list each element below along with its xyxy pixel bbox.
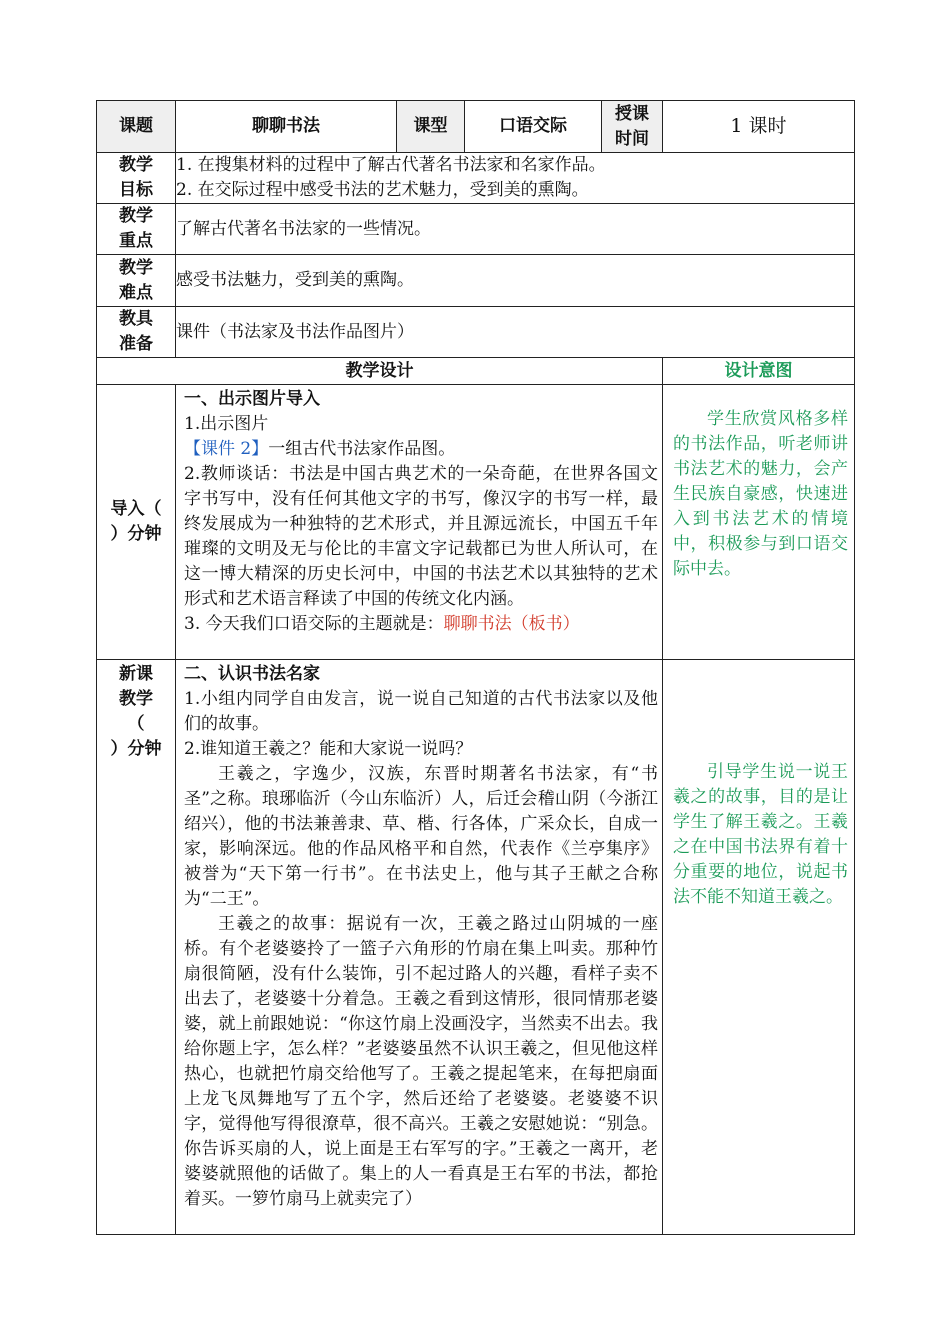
intro-label-line2: ）分钟 bbox=[110, 524, 162, 544]
newlesson-para1: 王羲之，字逸少，汉族，东晋时期著名书法家，有“书圣”之称。琅琊临沂（今山东临沂）人，后迁会稽山阴（今浙江绍兴），他的书法兼善隶、草、楷、行各体，广采众长，自成一家，影响深远。他的作品风格平和自然，代表作《兰亭集序》被誉为“天下第一行书”。在书法史上，他与其子王献之合称为“二王”。 bbox=[184, 764, 658, 909]
intro-line1: 1.出示图片 bbox=[184, 414, 269, 434]
goals-text bbox=[176, 153, 855, 204]
goals-label bbox=[97, 153, 176, 204]
newlesson-line1: 1.小组内同学自由发言，说一说自己知道的古代书法家以及他们的故事。 bbox=[184, 689, 658, 734]
goal-item: 1. 在搜集材料的过程中了解古代著名书法家和名家作品。 bbox=[176, 155, 606, 175]
newlesson-para2: 王羲之的故事：据说有一次，王羲之路过山阴城的一座桥。有个老婆婆拎了一篮子六角形的竹扇在集上叫卖。那种竹扇很简陋，没有什么装饰，引不起过路人的兴趣，看样子卖不出去了，老婆婆十分着急。王羲之看到这情形，很同情那老婆婆，就上前跟她说：“你这竹扇上没画没字，当然卖不出去。我给你题上字，怎么样？”老婆婆虽然不认识王羲之，但见他这样热心，也就把竹扇交给他写了。王羲之提起笔来，在每把扇面上龙飞凤舞地写了五个字，然后还给了老婆婆。老婆婆不识字，觉得他写得很潦草，很不高兴。王羲之安慰她说：“别急。你告诉买扇的人，说上面是王右军写的字。”王羲之一离开，老婆婆就照他的话做了。集上的人一看真是王右军的书法，都抢着买。一箩竹扇马上就卖完了） bbox=[184, 914, 658, 1209]
goals-label-line2: 目标 bbox=[119, 180, 153, 200]
topic-label: 课题 bbox=[97, 101, 176, 153]
header-row bbox=[97, 101, 855, 153]
tools-label bbox=[97, 307, 176, 358]
intro-courseware bbox=[184, 437, 658, 462]
tools-label-line2: 准备 bbox=[119, 334, 153, 354]
newlesson-label-line4: ）分钟 bbox=[110, 739, 162, 759]
time-label-line2: 时间 bbox=[615, 128, 649, 149]
intro-label bbox=[97, 385, 176, 660]
lesson-plan-table bbox=[96, 100, 855, 1235]
tools-label-line1: 教具 bbox=[119, 309, 153, 329]
difficulty-row bbox=[97, 255, 855, 307]
focus-row bbox=[97, 204, 855, 255]
intro-line3-prefix: 3. 今天我们口语交际的主题就是： bbox=[184, 614, 444, 634]
design-header-row bbox=[97, 358, 855, 385]
difficulty-label-line2: 难点 bbox=[119, 282, 153, 303]
newlesson-intent bbox=[663, 660, 855, 1235]
intent-title: 设计意图 bbox=[663, 358, 855, 385]
focus-label-line1: 教学 bbox=[119, 206, 153, 226]
intro-row bbox=[97, 385, 855, 660]
newlesson-line2: 2.谁知道王羲之？能和大家说一说吗？ bbox=[184, 739, 473, 759]
difficulty-label bbox=[97, 255, 176, 307]
newlesson-label-line3: （ bbox=[127, 714, 145, 734]
newlesson-label-line2: 教学 bbox=[119, 689, 153, 709]
newlesson-label bbox=[97, 660, 176, 1235]
courseware-text: 一组古代书法家作品图。 bbox=[268, 439, 456, 459]
difficulty-text: 感受书法魅力，受到美的熏陶。 bbox=[176, 255, 855, 307]
topic-value: 聊聊书法 bbox=[176, 101, 397, 153]
focus-label-line2: 重点 bbox=[119, 231, 153, 251]
time-label-line1: 授课 bbox=[615, 103, 649, 124]
intro-intent bbox=[663, 385, 855, 660]
newlesson-heading: 二、认识书法名家 bbox=[184, 664, 320, 684]
time-value: 1 课时 bbox=[663, 101, 855, 153]
intro-topic: 聊聊书法（板书） bbox=[443, 614, 580, 634]
intro-label-line1: 导入（ bbox=[110, 499, 162, 519]
focus-text: 了解古代著名书法家的一些情况。 bbox=[176, 204, 855, 255]
type-value: 口语交际 bbox=[465, 101, 602, 153]
difficulty-label-line1: 教学 bbox=[119, 257, 153, 278]
time-label bbox=[602, 101, 663, 153]
courseware-tag: 【课件 2】 bbox=[184, 439, 269, 459]
intro-line3 bbox=[184, 612, 658, 637]
goals-label-line1: 教学 bbox=[119, 155, 153, 175]
newlesson-intent-text: 引导学生说一说王羲之的故事，目的是让学生了解王羲之。王羲之在中国书法界有着十分重要的地位，说起书法不能不知道王羲之。 bbox=[673, 762, 848, 907]
tools-text: 课件（书法家及书法作品图片） bbox=[176, 307, 855, 358]
intro-heading: 一、出示图片导入 bbox=[184, 389, 320, 409]
newlesson-row bbox=[97, 660, 855, 1235]
intro-intent-text: 学生欣赏风格多样的书法作品，听老师讲书法艺术的魅力，会产生民族自豪感，快速进入到书法艺术的情境中，积极参与到口语交际中去。 bbox=[673, 409, 848, 579]
focus-label bbox=[97, 204, 176, 255]
type-label: 课型 bbox=[397, 101, 465, 153]
goal-item: 2. 在交际过程中感受书法的艺术魅力，受到美的熏陶。 bbox=[176, 180, 589, 200]
design-title: 教学设计 bbox=[97, 358, 663, 385]
newlesson-label-line1: 新课 bbox=[119, 664, 153, 684]
tools-row bbox=[97, 307, 855, 358]
newlesson-content bbox=[176, 660, 663, 1235]
intro-content bbox=[176, 385, 663, 660]
intro-line2: 2.教师谈话：书法是中国古典艺术的一朵奇葩，在世界各国文字书写中，没有任何其他文字的书写，像汉字的书写一样，最终发展成为一种独特的艺术形式，并且源远流长，中国五千年璀璨的文明及无与伦比的丰富文字记载都已为世人所认可，在这一博大精深的历史长河中，中国的书法艺术以其独特的艺术形式和艺术语言释读了中国的传统文化内涵。 bbox=[184, 464, 658, 609]
goals-row bbox=[97, 153, 855, 204]
